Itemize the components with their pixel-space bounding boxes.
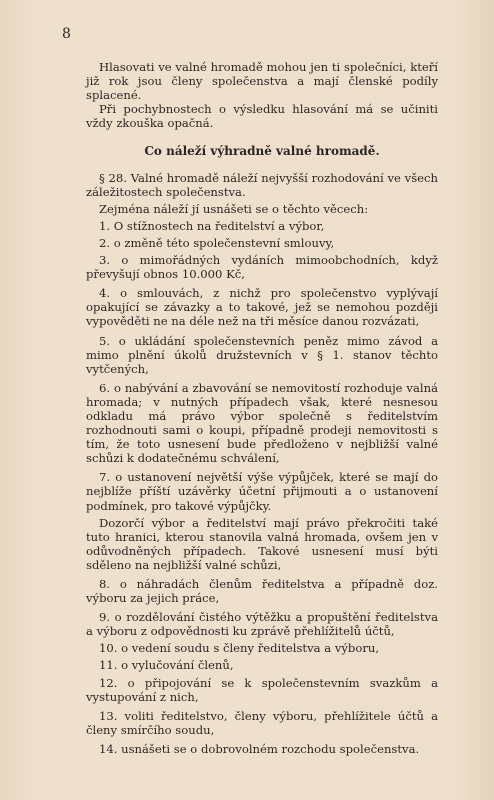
list-item-14: 14. usnášeti se o dobrovolném rozchodu společenstva. [99, 741, 420, 756]
list-item-1: 1. O stížnostech na ředitelství a výbor, [99, 218, 325, 233]
section-heading: Co náleží výhradně valné hromadě. [144, 144, 380, 159]
list-item-13: 13. voliti ředitelstvo, členy výboru, přehlížitele účtů a členy smírčího soudu, [86, 708, 438, 737]
list-item-12: 12. o připojování se k společenstevním svazkům a vystupování z nich, [86, 675, 438, 704]
list-item-10: 10. o vedení soudu s členy ředitelstva a výboru, [99, 641, 380, 656]
list-item-3: 3. o mimořádných vydáních mimoobchodních, když převyšují obnos 10.000 Kč, [86, 253, 438, 282]
paragraph-voting-doubt: Při pochybnostech o výsledku hlasování má se učiniti vždy zkouška opačná. [86, 102, 438, 131]
list-item-9: 9. o rozdělování čistého výtěžku a propuštění ředitelstva a výboru z odpovědnosti ku zprávě přehlížitelů účtů, [86, 610, 438, 639]
list-item-8: 8. o náhradách členům ředitelstva a případně doz. výboru za jejich práce, [86, 577, 438, 606]
list-item-7: 7. o ustanovení největší výše výpůjček, které se mají do nejblíže příští uzávěrky účetní přijmouti a o ustanovení podmínek, pro takové výpůjčky. [86, 470, 438, 513]
list-item-5: 5. o ukládání společenstevních peněz mimo závod a mimo plnění úkolů družstevních v § 1. stanov těchto vytčených, [86, 333, 438, 376]
paragraph-voting-rights: Hlasovati ve valné hromadě mohou jen ti společníci, kteří již rok jsou členy společenstva a mají členské podíly splacené. [86, 60, 438, 103]
paragraph-section-28: § 28. Valné hromadě náleží nejvyšší rozhodování ve všech záležitostech společenstva. [86, 170, 438, 199]
list-item-11: 11. o vylučování členů, [99, 658, 234, 673]
list-item-6: 6. o nabývání a zbavování se nemovitostí rozhoduje valná hromada; v nutných případech však, které nesnesou odkladu má právo výbor společně s ředitelstvím rozhodnouti sami o koupi, případně prodeji nemovitosti s tím, že toto usnesení bude předloženo v nejbližší valné schůzi k dodatečnému schválení, [86, 380, 438, 466]
page-number: 8 [62, 26, 71, 42]
paragraph-supervisory-board: Dozorčí výbor a ředitelství mají právo překročiti také tuto hranici, kterou stanovila valná hromada, ovšem jen v odůvodněných případech. Takové usnesení musí býti sděleno na nejbližší valné schůzi, [86, 515, 438, 572]
list-item-2: 2. o změně této společenstevní smlouvy, [99, 235, 335, 250]
list-item-4: 4. o smlouvách, z nichž pro společenstvo vyplývají opakující se závazky a to takové, jež se nemohou později vypověděti ne na déle než na tři měsíce danou rozvázati, [86, 286, 438, 329]
paragraph-intro-list: Zejména náleží jí usnášeti se o těchto věcech: [99, 201, 369, 216]
page-body [86, 60, 438, 756]
